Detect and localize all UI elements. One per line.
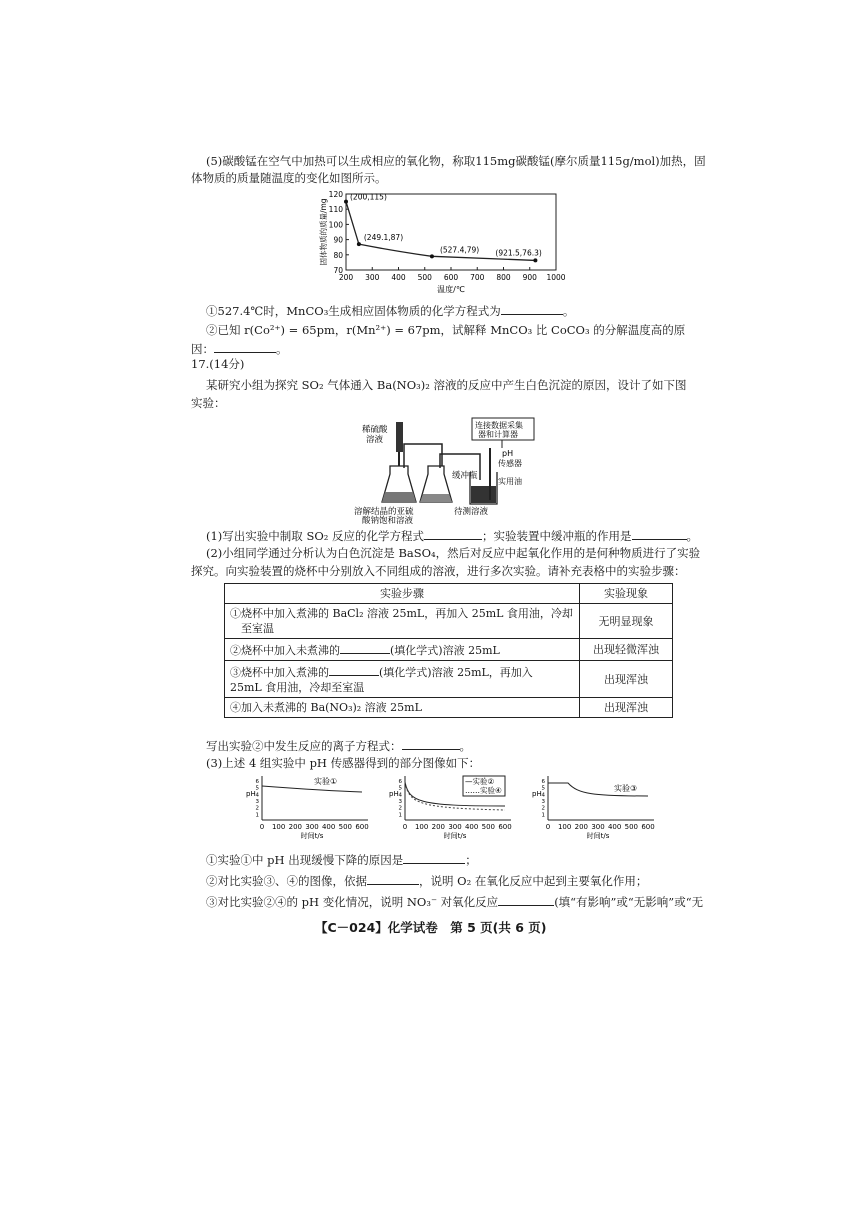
q5-question1-text: ①527.4℃时，MnCO₃生成相应固体物质的化学方程式为 (206, 304, 501, 318)
sub2-text-a: ②对比实验③、④的图像，依据 (206, 874, 367, 888)
answer-blank[interactable] (329, 663, 379, 676)
ph-curve-exp1 (262, 786, 362, 792)
ph-x-tick-label: 0 (259, 823, 265, 831)
ph-y-tick-label: 4 (255, 792, 259, 799)
ph-x-tick-label: 400 (321, 823, 336, 831)
answer-blank[interactable] (340, 641, 390, 654)
y-tick-label: 100 (328, 220, 343, 230)
x-tick-label: 500 (417, 273, 432, 282)
answer-blank[interactable] (367, 872, 419, 885)
sub3-text-b: (填“有影响”或“无影响”或“无 (554, 895, 704, 909)
part1-text-a: (1)写出实验中制取 SO₂ 反应的化学方程式 (206, 529, 425, 543)
ph-x-tick-label: 300 (305, 823, 319, 831)
beaker-solution (471, 486, 496, 503)
x-tick-label: 900 (522, 273, 537, 282)
period: 。 (459, 739, 471, 753)
q17-part2-line2: 探究。向实验装置的烧杯中分别放入不同组成的溶液，进行多次实验。请补充表格中的实验步骤： (191, 564, 686, 578)
x-tick-label: 1000 (546, 273, 566, 282)
y-tick-label: 80 (333, 250, 343, 260)
step-cell (225, 698, 580, 718)
data-label-1: 连接数据采集 (475, 421, 523, 430)
acid-label-1: 稀硫酸 (362, 425, 388, 435)
ph-y-tick-label: 6 (255, 779, 259, 785)
ph-x-tick-label: 0 (402, 823, 408, 831)
answer-blank[interactable] (498, 893, 554, 906)
step-text: ④加入未煮沸的 Ba(NO₃)₂ 溶液 25mL (230, 701, 422, 714)
q17-intro-line2: 实验： (191, 396, 226, 410)
table-header-row (225, 584, 673, 604)
flask-label-2: 酸钠饱和溶液 (362, 516, 414, 524)
data-point (430, 254, 434, 258)
ph-y-axis-label: pH (246, 790, 256, 798)
ion-equation-prompt (206, 737, 471, 754)
q17-part1 (206, 527, 698, 544)
x-tick-label: 800 (496, 273, 511, 282)
ph-y-tick-label: 1 (398, 812, 402, 819)
period: 。 (562, 304, 575, 318)
ph-y-axis-label: pH (389, 790, 399, 798)
sub1-end: ； (465, 853, 477, 867)
ph-x-tick-label: 600 (355, 823, 369, 831)
data-label: (921.5,76.3) (495, 248, 542, 258)
step-cell (225, 661, 580, 698)
answer-blank[interactable] (501, 302, 563, 315)
step-cell (225, 639, 580, 661)
acid-label-2: 溶液 (366, 435, 384, 445)
result-cell: 出现轻微浑浊 (580, 639, 673, 661)
step-cell (225, 604, 580, 639)
buffer-liquid (420, 494, 452, 502)
ph-x-tick-label: 300 (591, 823, 605, 831)
q5-question1 (206, 302, 574, 319)
ph-x-axis-label: 时间t/s (300, 832, 324, 840)
part1-text-b: ；实验装置中缓冲瓶的作用是 (482, 529, 632, 543)
q5-question2-line2 (191, 340, 288, 357)
ph-x-axis-label: 时间t/s (443, 832, 467, 840)
ph-x-tick-label: 200 (288, 823, 303, 831)
y-axis-label: 固体物质的质量/mg (319, 198, 328, 266)
q5-intro-line2: 体物质的质量随温度的变化如图所示。 (191, 171, 387, 185)
ph-y-tick-label: 1 (255, 812, 259, 819)
ph-x-tick-label: 500 (624, 823, 639, 831)
q17-sub2 (206, 872, 647, 889)
ph-x-tick-label: 100 (414, 823, 429, 831)
ph-y-tick-label: 4 (541, 792, 545, 799)
answer-blank[interactable] (632, 527, 687, 540)
ph-x-tick-label: 100 (271, 823, 286, 831)
ph-y-tick-label: 2 (541, 805, 545, 812)
data-label-2: 器和计算器 (478, 430, 518, 439)
ph-y-tick-label: 3 (398, 799, 402, 805)
result-cell: 无明显现象 (580, 604, 673, 639)
ion-text: 写出实验②中发生反应的离子方程式： (206, 739, 402, 753)
data-label: (200,115) (350, 192, 387, 202)
table-row (225, 604, 673, 639)
y-tick-label: 110 (328, 205, 343, 215)
q17-part3: (3)上述 4 组实验中 pH 传感器得到的部分图像如下： (206, 756, 481, 770)
x-tick-label: 400 (391, 273, 406, 282)
ph-legend-label: —实验② (465, 777, 495, 786)
experiment-steps-table (224, 583, 673, 718)
period: 。 (276, 342, 288, 356)
x-axis-label: 温度/℃ (437, 285, 465, 294)
dropping-funnel (396, 422, 403, 452)
q5-intro-line1: (5)碳酸锰在空气中加热可以生成相应的氧化物，称取115mg碳酸锰(摩尔质量115g/mol)加热，固 (206, 154, 706, 168)
ph-x-tick-label: 600 (641, 823, 655, 831)
period: 。 (686, 529, 699, 543)
y-tick-label: 90 (333, 235, 343, 245)
ph-x-tick-label: 300 (448, 823, 462, 831)
ph-y-tick-label: 6 (541, 779, 545, 785)
column-header-step: 实验步骤 (225, 584, 580, 604)
sub3-text-a: ③对比实验②④的 pH 变化情况，说明 NO₃⁻ 对氧化反应 (206, 895, 499, 909)
ph-y-tick-label: 2 (255, 805, 259, 812)
apparatus-diagram (352, 414, 552, 524)
flask-solution (382, 492, 416, 502)
data-point (344, 200, 348, 204)
ph-x-tick-label: 500 (481, 823, 496, 831)
q17-intro-line1: 某研究小组为探究 SO₂ 气体通入 Ba(NO₃)₂ 溶液的反应中产生白色沉淀的原因，设计了如下图 (206, 378, 687, 392)
ph-y-tick-label: 4 (398, 792, 402, 799)
step-text: (填化学式)溶液 25mL，再加入 (379, 666, 533, 679)
ph-legend-label: 实验① (314, 777, 338, 786)
ph-legend-label: 实验③ (614, 784, 638, 793)
ph-y-tick-label: 5 (255, 785, 259, 792)
test-solution-label: 待测溶液 (454, 507, 489, 517)
ph-x-tick-label: 600 (498, 823, 512, 831)
column-header-result: 实验现象 (580, 584, 673, 604)
ph-y-axis-label: pH (532, 790, 542, 798)
table-row (225, 639, 673, 661)
ph-x-tick-label: 200 (574, 823, 589, 831)
data-label: (527.4,79) (439, 245, 480, 255)
ph-x-tick-label: 0 (545, 823, 551, 831)
sub2-text-b: ，说明 O₂ 在氧化反应中起到主要氧化作用； (419, 874, 648, 888)
sub1-text: ①实验①中 pH 出现缓慢下降的原因是 (206, 853, 404, 867)
ph-x-tick-label: 400 (607, 823, 622, 831)
ph-label-2: 传感器 (498, 459, 522, 468)
ph-y-tick-label: 5 (398, 785, 402, 792)
ph-y-tick-label: 5 (541, 785, 545, 792)
y-tick-label: 70 (333, 266, 343, 275)
buffer-label: 缓冲瓶 (452, 471, 478, 481)
oil-label: 实用油 (498, 477, 522, 486)
mass-temperature-chart (318, 188, 568, 298)
x-tick-label: 200 (338, 273, 354, 282)
ph-y-tick-label: 3 (255, 799, 259, 805)
ph-graphs (240, 774, 660, 844)
answer-blank[interactable] (402, 737, 460, 750)
ph-y-tick-label: 1 (541, 812, 545, 819)
ph-y-tick-label: 2 (398, 805, 402, 812)
answer-blank[interactable] (424, 527, 482, 540)
table-row (225, 661, 673, 698)
ph-x-tick-label: 400 (464, 823, 479, 831)
ph-legend-label: ……实验④ (465, 786, 502, 795)
q17-sub1 (206, 851, 477, 868)
q5-question2-line1: ②已知 r(Co²⁺) = 65pm，r(Mn²⁺) = 67pm，试解释 MnCO₃ 比 CoCO₃ 的分解温度高的原 (206, 323, 686, 337)
step-text: 25mL 食用油，冷却至室温 (230, 681, 365, 694)
step-text: ②烧杯中加入未煮沸的 (230, 644, 340, 657)
q17-sub3 (206, 893, 703, 910)
x-tick-label: 700 (470, 273, 485, 282)
result-cell: 出现浑浊 (580, 698, 673, 718)
table-row (225, 698, 673, 718)
ph-x-tick-label: 500 (338, 823, 353, 831)
q17-part2-line1: (2)小组同学通过分析认为白色沉淀是 BaSO₄，然后对反应中起氧化作用的是何种物质进行了实验 (206, 546, 701, 560)
data-point (533, 258, 537, 262)
answer-blank[interactable] (214, 340, 276, 353)
data-point (357, 242, 361, 246)
ph-label-1: pH (502, 449, 514, 458)
page-footer: 【C－024】化学试卷 第 5 页(共 6 页) (315, 920, 547, 935)
data-label: (249.1,87) (363, 233, 404, 243)
ph-x-axis-label: 时间t/s (586, 832, 610, 840)
y-tick-label: 120 (328, 190, 343, 199)
x-tick-label: 300 (365, 273, 380, 282)
ph-x-tick-label: 200 (431, 823, 446, 831)
ph-y-tick-label: 6 (398, 779, 402, 785)
result-cell: 出现浑浊 (580, 661, 673, 698)
step-text: ①烧杯中加入煮沸的 BaCl₂ 溶液 25mL，再加入 25mL 食用油，冷却 (230, 607, 573, 620)
ph-x-tick-label: 100 (557, 823, 572, 831)
q5-question2-cause: 因： (191, 342, 214, 356)
flask-label-1: 溶解结晶的亚硫 (354, 507, 414, 517)
ph-y-tick-label: 3 (541, 799, 545, 805)
plot-frame (346, 194, 556, 270)
step-text: 至室温 (241, 622, 274, 635)
step-text: (填化学式)溶液 25mL (390, 644, 500, 657)
x-tick-label: 600 (443, 273, 459, 282)
q17-header: 17.(14分) (191, 357, 245, 371)
step-text: ③烧杯中加入煮沸的 (230, 666, 329, 679)
answer-blank[interactable] (403, 851, 465, 864)
